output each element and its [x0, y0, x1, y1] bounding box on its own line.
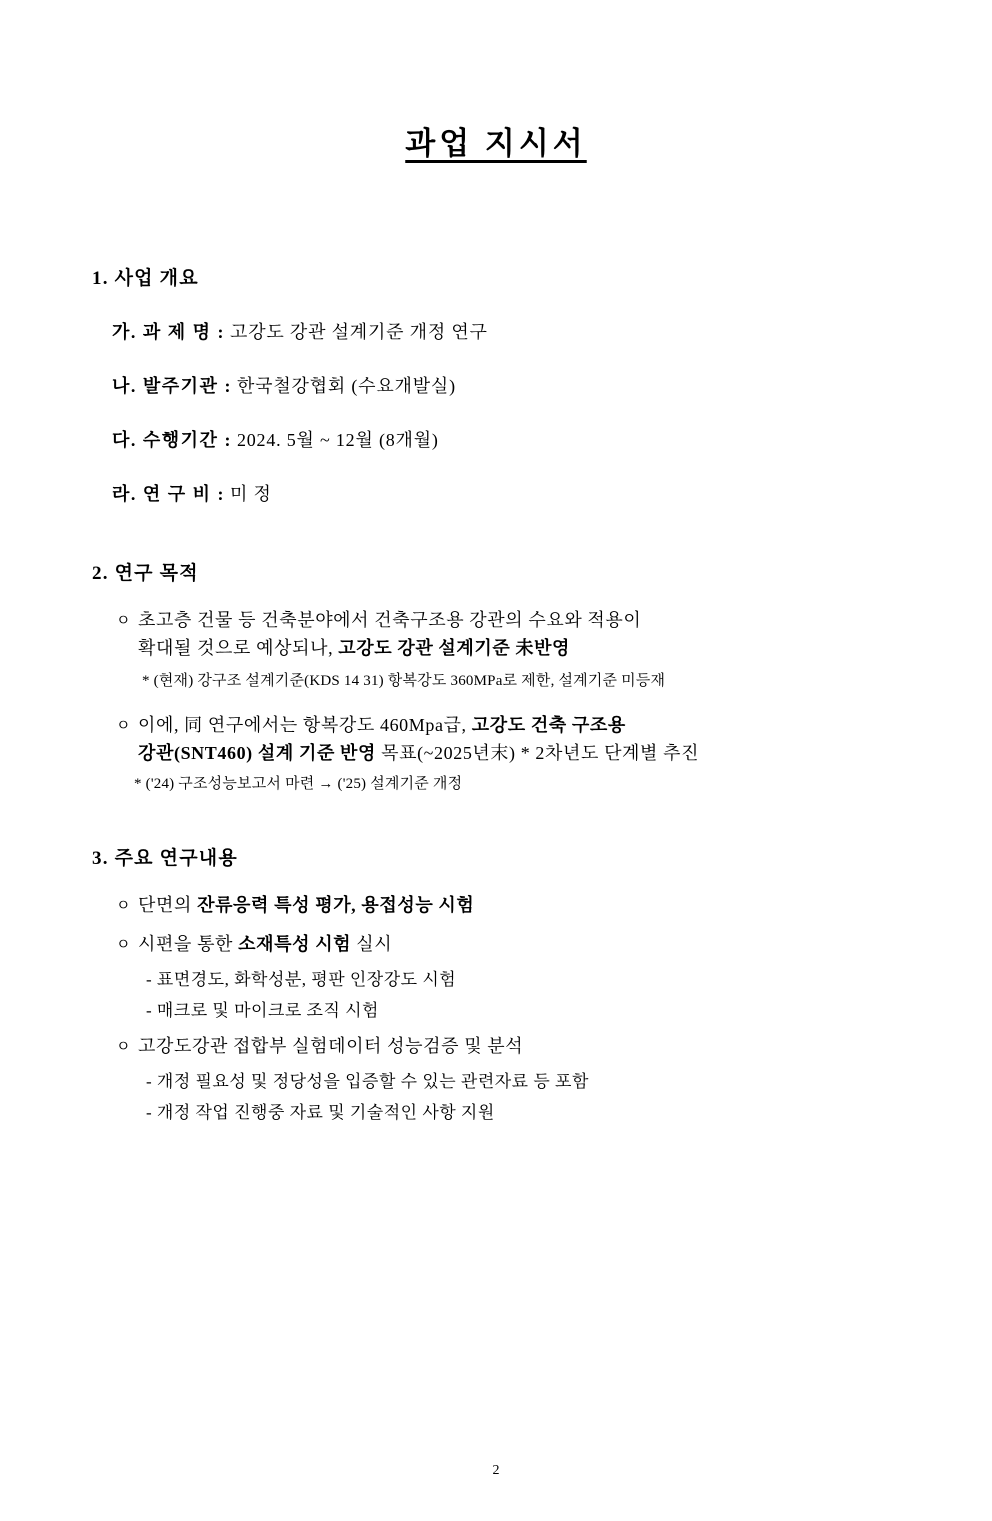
document-page — [0, 118, 992, 1521]
bullet-line-1: 초고층 건물 등 건축분야에서 건축구조용 강관의 수요와 적용이 — [138, 610, 642, 630]
bullet-text-bold: 소재특성 시험 — [238, 934, 352, 955]
bullet-text — [138, 892, 474, 920]
section-heading-1: 1. 사업 개요 — [92, 268, 199, 289]
bullet-line-2b: 목표(~2025년末) * 2차년도 단계별 추진 — [376, 742, 700, 763]
list-item — [116, 892, 902, 920]
section-heading-3: 3. 주요 연구내용 — [92, 847, 238, 869]
list-item — [112, 426, 902, 452]
bullet-icon: ㅇ — [116, 613, 131, 629]
sub-list-item: - 개정 필요성 및 정당성을 입증할 수 있는 관련자료 등 포함 — [146, 1072, 589, 1092]
bullet-text-normal: 단면의 — [138, 894, 198, 915]
field-value-budget: 미 정 — [230, 484, 272, 504]
field-label-duration: 다. 수행기간 : — [112, 430, 232, 450]
list-item — [112, 372, 902, 398]
footnote: * ('24) 구조성능보고서 마련 → ('25) 설계기준 개정 — [134, 775, 463, 792]
bullet-text-bold: 잔류응력 특성 평가, 용접성능 시험 — [197, 894, 475, 915]
bullet-icon: ㅇ — [116, 937, 131, 954]
bullet-text: 고강도강관 접합부 실험데이터 성능검증 및 분석 — [138, 1036, 524, 1057]
list-item — [116, 931, 902, 959]
bullet-text — [138, 931, 392, 959]
page-title: 과업 지시서 — [405, 126, 587, 161]
bullet-icon: ㅇ — [116, 717, 131, 734]
bullet-line-2a: 확대될 것으로 예상되나, — [138, 637, 339, 658]
list-item — [112, 480, 902, 506]
bullet-text — [138, 712, 699, 768]
bullet-line-1b: 고강도 건축 구조용 — [471, 714, 626, 735]
list-item — [116, 607, 902, 663]
section-heading-2: 2. 연구 목적 — [92, 563, 199, 584]
sub-list-item: - 표면경도, 화학성분, 평판 인장강도 시험 — [146, 970, 457, 990]
bullet-text-normal: 시편을 통한 — [138, 934, 239, 955]
field-value-project-name: 고강도 강관 설계기준 개정 연구 — [230, 322, 488, 342]
list-item — [116, 712, 902, 768]
field-label-client: 나. 발주기관 : — [112, 376, 232, 396]
bullet-icon: ㅇ — [116, 897, 131, 914]
field-value-duration: 2024. 5월 ~ 12월 (8개월) — [236, 430, 439, 450]
bullet-line-1a: 이에, 同 연구에서는 항복강도 460Mpa급, — [138, 714, 472, 735]
bullet-text-tail: 실시 — [351, 934, 393, 955]
list-item — [112, 318, 902, 344]
field-value-client: 한국철강협회 (수요개발실) — [236, 376, 456, 396]
bullet-line-2a: 강관(SNT460) 설계 기준 반영 — [138, 742, 377, 763]
sub-list-item: - 매크로 및 마이크로 조직 시험 — [146, 1001, 379, 1021]
footnote: * (현재) 강구조 설계기준(KDS 14 31) 항복강도 360MPa로 제한, 설계기준 미등재 — [142, 672, 666, 689]
field-label-project-name: 가. 과 제 명 : — [112, 322, 226, 342]
list-item — [116, 1033, 902, 1061]
sub-list-item: - 개정 작업 진행중 자료 및 기술적인 사항 지원 — [146, 1103, 495, 1123]
bullet-line-2b: 고강도 강관 설계기준 未반영 — [338, 637, 571, 658]
field-label-budget: 라. 연 구 비 : — [112, 484, 226, 504]
page-number: 2 — [492, 1463, 500, 1478]
bullet-icon: ㅇ — [116, 1039, 131, 1056]
bullet-text — [138, 607, 641, 663]
